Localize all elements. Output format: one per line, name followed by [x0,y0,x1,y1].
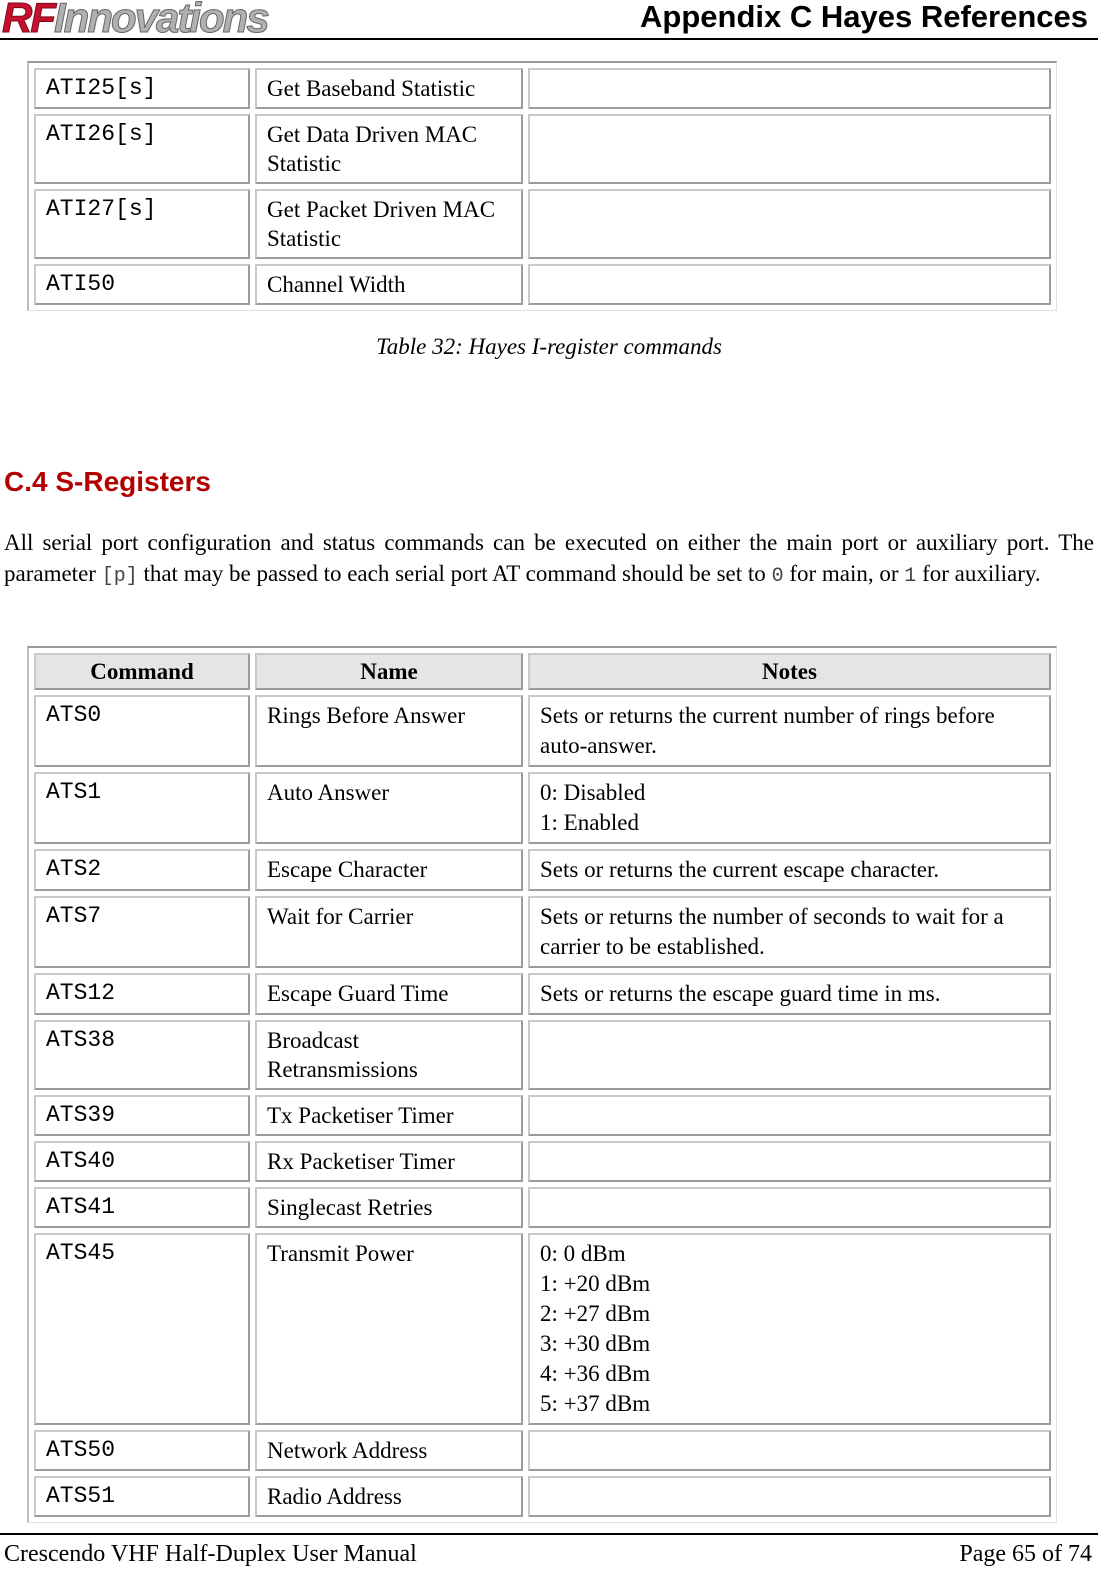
notes-line: 5: +37 dBm [540,1391,651,1416]
command-cell: ATS39 [34,1095,250,1136]
notes-line: 2: +27 dBm [540,1301,651,1326]
header-title: Appendix C Hayes References [640,0,1088,34]
table-row [34,114,1051,184]
table-row [34,849,1051,891]
notes-cell [528,695,1051,767]
name-cell: Rx Packetiser Timer [255,1141,523,1182]
notes-line: Sets or returns the number of seconds to wait for a carrier to be established. [540,904,1004,959]
notes-line: 1: Enabled [540,810,639,835]
name-cell: Tx Packetiser Timer [255,1095,523,1136]
name-cell: Get Data Driven MAC Statistic [255,114,523,184]
notes-cell [528,1141,1051,1182]
section-paragraph: All serial port configuration and status commands can be executed on either the main port or auxiliary port. The parameter [p] that may be passed to each serial port AT command should be set to 0 for main, or 1 for auxiliary. [4,530,1094,588]
table-row [34,1187,1051,1228]
command-cell: ATS2 [34,849,250,891]
name-cell: Wait for Carrier [255,896,523,968]
command-cell: ATS40 [34,1141,250,1182]
table-row [34,1095,1051,1136]
table-row [34,1020,1051,1090]
name-cell: Escape Character [255,849,523,891]
notes-line: 0: Disabled [540,780,646,805]
s-register-table [27,646,1057,1523]
notes-line: 3: +30 dBm [540,1331,651,1356]
table-header-row [34,653,1051,690]
notes-cell [528,1020,1051,1090]
name-cell: Escape Guard Time [255,973,523,1015]
name-cell: Radio Address [255,1476,523,1517]
table-row [34,1430,1051,1471]
command-cell: ATS50 [34,1430,250,1471]
command-cell: ATS51 [34,1476,250,1517]
page-footer [0,1533,1098,1593]
command-cell: ATI26[s] [34,114,250,184]
table-caption: Table 32: Hayes I-register commands [376,334,722,359]
table-row [34,1476,1051,1517]
header-command: Command [34,653,250,690]
notes-line: Sets or returns the current escape character. [540,857,940,882]
notes-line: 1: +20 dBm [540,1271,651,1296]
notes-line: Sets or returns the escape guard time in ms. [540,981,941,1006]
notes-cell [528,1233,1051,1425]
table-row [34,772,1051,844]
notes-cell [528,264,1051,305]
notes-cell [528,1187,1051,1228]
table-row [34,973,1051,1015]
notes-cell [528,1430,1051,1471]
command-cell: ATI50 [34,264,250,305]
name-cell: Singlecast Retries [255,1187,523,1228]
notes-line: Sets or returns the current number of rings before auto-answer. [540,703,995,758]
command-cell: ATS1 [34,772,250,844]
notes-cell [528,68,1051,109]
notes-line: 4: +36 dBm [540,1361,651,1386]
notes-cell [528,114,1051,184]
name-cell: Get Packet Driven MAC Statistic [255,189,523,259]
table-row [34,1141,1051,1182]
table-row [34,896,1051,968]
table-row [34,695,1051,767]
command-cell: ATS12 [34,973,250,1015]
table-row [34,264,1051,305]
aux-value-code: 1 [904,565,917,588]
name-cell: Channel Width [255,264,523,305]
i-register-table [27,61,1057,311]
name-cell: Get Baseband Statistic [255,68,523,109]
notes-cell [528,1095,1051,1136]
command-cell: ATI25[s] [34,68,250,109]
company-logo: RFInnovations [2,0,268,41]
command-cell: ATS45 [34,1233,250,1425]
name-cell: Transmit Power [255,1233,523,1425]
name-cell: Rings Before Answer [255,695,523,767]
page-header [0,0,1098,40]
command-cell: ATS7 [34,896,250,968]
name-cell: Network Address [255,1430,523,1471]
notes-cell [528,1476,1051,1517]
command-cell: ATS38 [34,1020,250,1090]
name-cell: Broadcast Retransmissions [255,1020,523,1090]
command-cell: ATS41 [34,1187,250,1228]
table-row [34,68,1051,109]
notes-cell [528,772,1051,844]
command-cell: ATI27[s] [34,189,250,259]
manual-title: Crescendo VHF Half-Duplex User Manual [4,1541,417,1567]
table-row [34,1233,1051,1425]
table-row [34,189,1051,259]
param-code: [p] [101,565,138,588]
command-cell: ATS0 [34,695,250,767]
notes-cell [528,973,1051,1015]
page-number: Page 65 of 74 [959,1541,1092,1567]
notes-cell [528,189,1051,259]
main-value-code: 0 [771,565,784,588]
notes-line: 0: 0 dBm [540,1241,626,1266]
name-cell: Auto Answer [255,772,523,844]
header-name: Name [255,653,523,690]
section-heading: C.4 S-Registers [4,466,211,497]
notes-cell [528,849,1051,891]
notes-cell [528,896,1051,968]
header-notes: Notes [528,653,1051,690]
